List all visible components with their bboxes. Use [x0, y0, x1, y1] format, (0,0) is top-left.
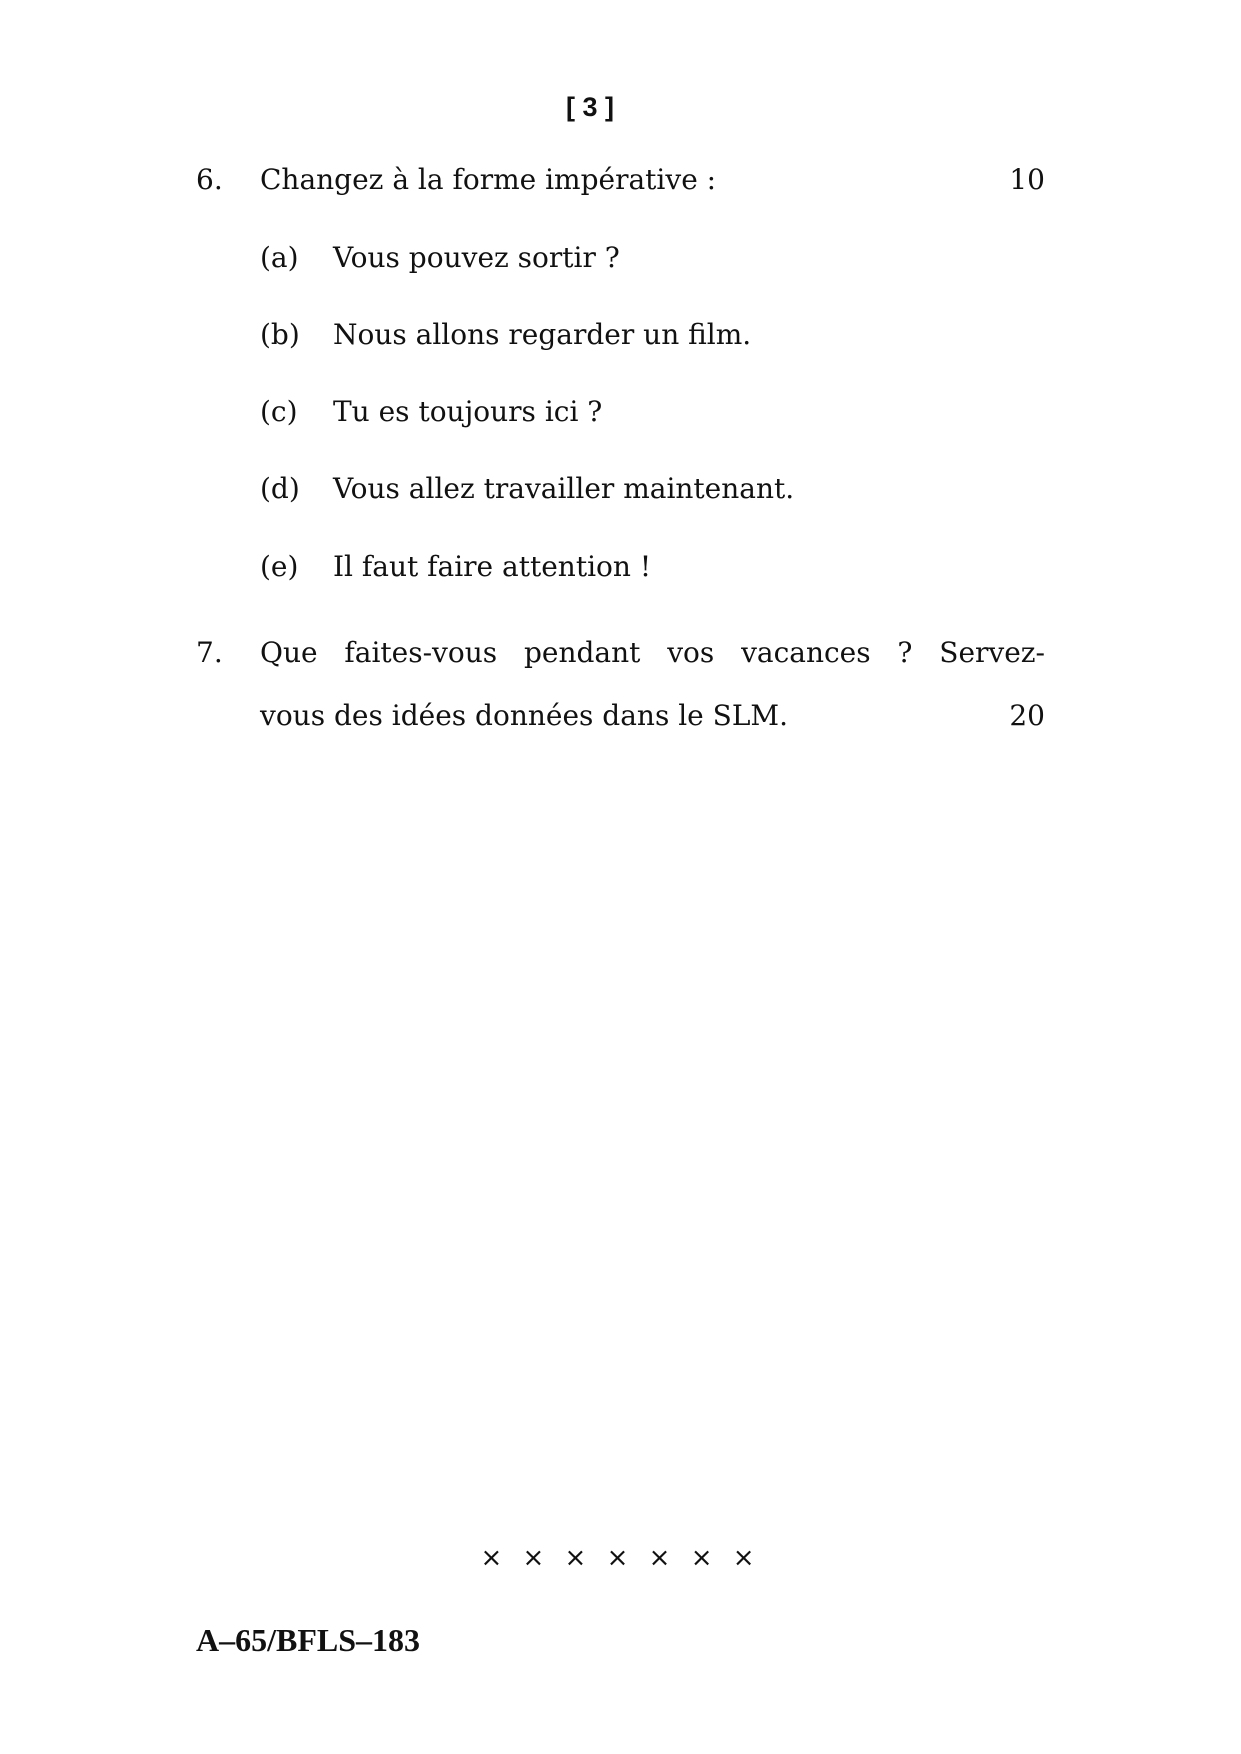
- item-label: (d): [260, 472, 300, 505]
- page-number: [ 3 ]: [565, 92, 614, 122]
- item-text: Il faut faire attention !: [333, 550, 652, 583]
- item-label: (e): [260, 550, 299, 583]
- question-marks: 20: [1009, 699, 1045, 732]
- question-text: Changez à la forme impérative :: [260, 163, 717, 196]
- question-text-line-2: vous des idées données dans le SLM.: [260, 699, 788, 732]
- question-marks: 10: [1009, 163, 1045, 196]
- item-label: (c): [260, 395, 298, 428]
- item-text: Nous allons regarder un film.: [333, 318, 752, 351]
- question-number: 7.: [196, 636, 223, 669]
- question-text-line-1: Que faites-vous pendant vos vacances ? Servez-: [260, 636, 1045, 669]
- item-label: (b): [260, 318, 300, 351]
- question-number: 6.: [196, 163, 223, 196]
- item-label: (a): [260, 241, 299, 274]
- item-text: Tu es toujours ici ?: [333, 395, 603, 428]
- item-text: Vous pouvez sortir ?: [333, 241, 620, 274]
- end-marker: × × × × × × ×: [480, 1543, 761, 1573]
- item-text: Vous allez travailler maintenant.: [333, 472, 795, 505]
- paper-code: A–65/BFLS–183: [196, 1622, 421, 1658]
